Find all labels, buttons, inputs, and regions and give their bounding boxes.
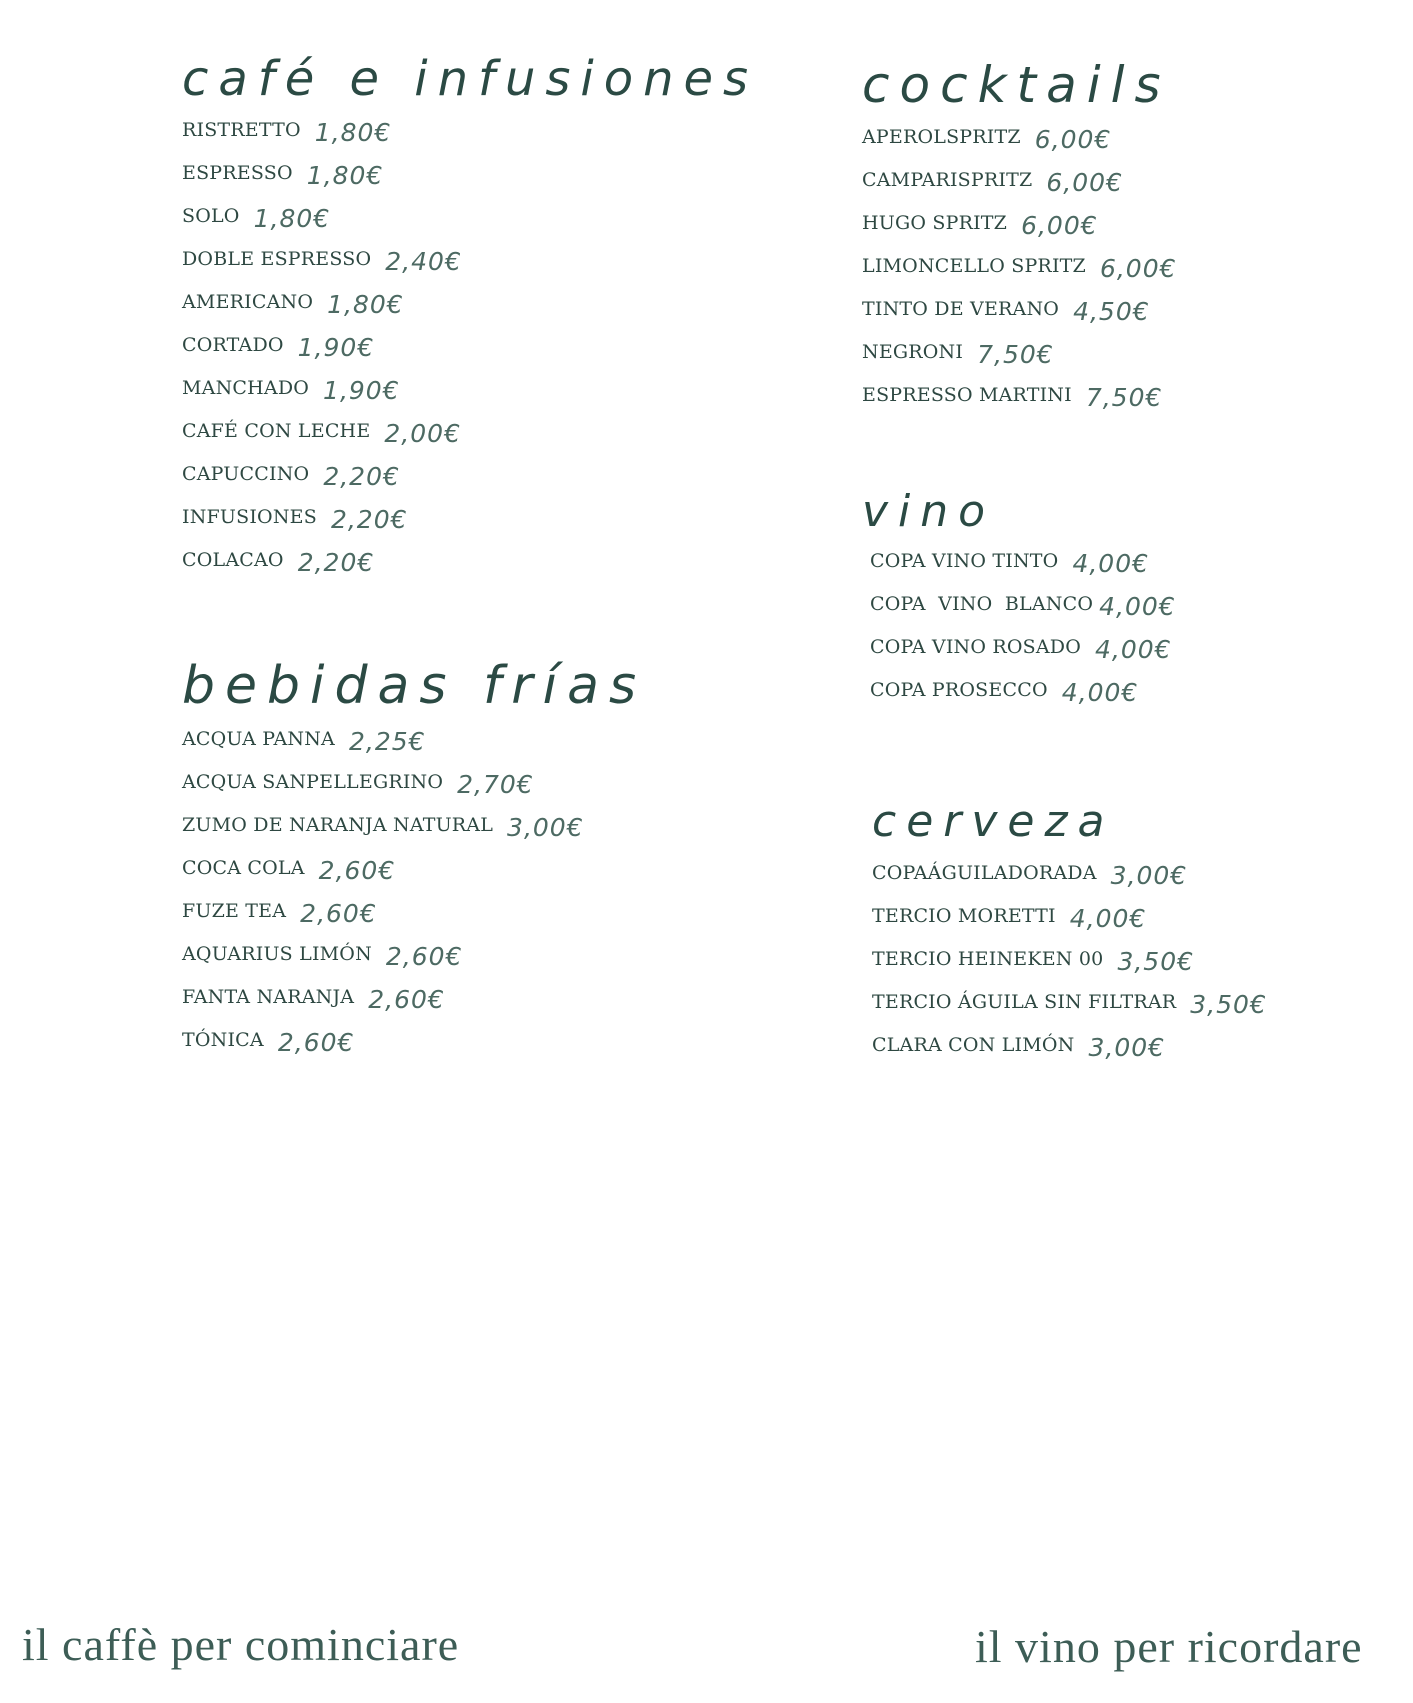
menu-item: [182, 851, 646, 894]
section-cafe: [182, 51, 759, 586]
item-name: APEROLSPRITZ: [862, 126, 1021, 148]
section-title-cerveza: cerveza: [872, 796, 1115, 847]
menu-item: [182, 457, 758, 500]
item-price: 2,20€: [330, 505, 408, 534]
item-name: INFUSIONES: [182, 506, 317, 528]
item-name: CORTADO: [182, 334, 284, 356]
item-price: 2,60€: [318, 856, 396, 885]
menu-item: [182, 156, 758, 199]
item-price: 4,00€: [1099, 592, 1176, 621]
cocktails-list: [862, 120, 1177, 421]
item-name: COPA VINO BLANCO: [870, 593, 1094, 615]
menu-item: [872, 1028, 1267, 1071]
menu-item: [182, 414, 758, 457]
item-price: 1,80€: [327, 290, 404, 319]
footer-right-slogan: il vino per ricordare: [975, 1621, 1363, 1672]
vino-list: [862, 544, 1176, 716]
menu-item: [862, 378, 1177, 421]
menu-item: [182, 937, 646, 980]
item-name: DOBLE ESPRESSO: [182, 248, 372, 270]
item-name: MANCHADO: [182, 377, 310, 399]
item-price: 4,00€: [1069, 904, 1147, 933]
item-name: RISTRETTO: [182, 119, 301, 141]
item-name: CAFÉ CON LECHE: [182, 420, 371, 442]
item-name: COPA PROSECCO: [870, 679, 1048, 701]
menu-item: [182, 113, 758, 156]
item-price: 1,90€: [323, 376, 400, 405]
cafe-list: [182, 113, 758, 586]
cerveza-list: [872, 856, 1267, 1071]
item-price: 3,00€: [1088, 1033, 1166, 1062]
menu-item: [182, 980, 646, 1023]
item-name: TERCIO ÁGUILA SIN FILTRAR: [872, 991, 1177, 1013]
menu-item: [870, 544, 1176, 587]
menu-item: [862, 120, 1177, 163]
section-title-cocktails: cocktails: [862, 56, 1171, 114]
item-name: CAMPARISPRITZ: [862, 169, 1033, 191]
section-vino: [862, 486, 1176, 716]
item-price: 1,80€: [253, 204, 331, 233]
item-price: 4,00€: [1072, 549, 1150, 578]
item-price: 2,60€: [277, 1028, 355, 1057]
item-price: 4,50€: [1073, 297, 1150, 326]
section-title-bebidas: bebidas frías: [182, 656, 647, 716]
menu-item: [182, 543, 758, 586]
item-price: 3,00€: [1110, 861, 1188, 890]
menu-item: [872, 856, 1267, 899]
item-name: TERCIO MORETTI: [872, 905, 1056, 927]
menu-item: [862, 249, 1177, 292]
item-name: COPA VINO TINTO: [870, 550, 1059, 572]
item-price: 2,40€: [385, 247, 462, 276]
menu-item: [182, 199, 758, 242]
item-name: CLARA CON LIMÓN: [872, 1034, 1075, 1056]
menu-item: [862, 163, 1177, 206]
item-name: AMERICANO: [182, 291, 314, 313]
menu-item: [182, 371, 758, 414]
item-price: 1,80€: [306, 161, 384, 190]
item-name: FUZE TEA: [182, 900, 287, 922]
item-price: 1,80€: [314, 118, 392, 147]
item-name: TINTO DE VERANO: [862, 298, 1060, 320]
menu-item: [182, 500, 758, 543]
item-price: 2,20€: [323, 462, 400, 491]
item-price: 2,00€: [384, 419, 461, 448]
item-price: 2,20€: [297, 548, 375, 577]
item-name: LIMONCELLO SPRITZ: [862, 255, 1086, 277]
section-bebidas: [182, 656, 647, 1066]
menu-item: [862, 292, 1177, 335]
item-name: ZUMO DE NARANJA NATURAL: [182, 814, 494, 836]
item-price: 6,00€: [1034, 125, 1112, 154]
item-price: 2,60€: [300, 899, 377, 928]
bebidas-list: [182, 722, 646, 1066]
item-price: 2,70€: [457, 770, 534, 799]
item-name: ESPRESSO: [182, 162, 293, 184]
item-price: 6,00€: [1046, 168, 1123, 197]
menu-item: [182, 808, 646, 851]
section-cerveza: [872, 796, 1267, 1071]
item-price: 1,90€: [297, 333, 375, 362]
item-name: ESPRESSO MARTINI: [862, 384, 1072, 406]
item-price: 2,25€: [348, 727, 426, 756]
menu-item: [870, 630, 1176, 673]
item-name: ACQUA PANNA: [182, 728, 335, 750]
item-name: NEGRONI: [862, 341, 964, 363]
menu-item: [872, 985, 1267, 1028]
menu-item: [870, 587, 1176, 630]
item-price: 3,50€: [1190, 990, 1267, 1019]
item-name: TERCIO HEINEKEN 00: [872, 948, 1104, 970]
item-name: FANTA NARANJA: [182, 986, 355, 1008]
item-price: 6,00€: [1099, 254, 1177, 283]
item-price: 4,00€: [1095, 635, 1172, 664]
item-price: 2,60€: [368, 985, 445, 1014]
menu-item: [182, 328, 758, 371]
item-price: 3,50€: [1117, 947, 1195, 976]
item-name: TÓNICA: [182, 1029, 264, 1051]
menu-item: [872, 942, 1267, 985]
item-name: SOLO: [182, 205, 240, 227]
item-name: CAPUCCINO: [182, 463, 310, 485]
menu-item: [182, 285, 758, 328]
menu-item: [862, 335, 1177, 378]
section-cocktails: [862, 56, 1177, 421]
menu-item: [182, 242, 758, 285]
menu-item: [182, 894, 646, 937]
item-name: COPAÁGUILADORADA: [872, 862, 1097, 884]
item-name: COLACAO: [182, 549, 284, 571]
item-price: 6,00€: [1021, 211, 1098, 240]
menu-item: [182, 765, 646, 808]
menu-item: [182, 1023, 646, 1066]
item-name: COCA COLA: [182, 857, 305, 879]
item-price: 7,50€: [1085, 383, 1163, 412]
item-name: ACQUA SANPELLEGRINO: [182, 771, 444, 793]
menu-item: [862, 206, 1177, 249]
menu-item: [870, 673, 1176, 716]
item-price: 4,00€: [1061, 678, 1139, 707]
menu-item: [872, 899, 1267, 942]
section-title-cafe: café e infusiones: [182, 51, 759, 107]
item-price: 7,50€: [977, 340, 1054, 369]
item-name: AQUARIUS LIMÓN: [182, 943, 372, 965]
item-price: 2,60€: [385, 942, 463, 971]
footer-left-slogan: il caffè per cominciare: [22, 1619, 460, 1670]
item-name: HUGO SPRITZ: [862, 212, 1008, 234]
section-title-vino: vino: [862, 486, 996, 537]
item-name: COPA VINO ROSADO: [870, 636, 1082, 658]
menu-item: [182, 722, 646, 765]
item-price: 3,00€: [507, 813, 584, 842]
